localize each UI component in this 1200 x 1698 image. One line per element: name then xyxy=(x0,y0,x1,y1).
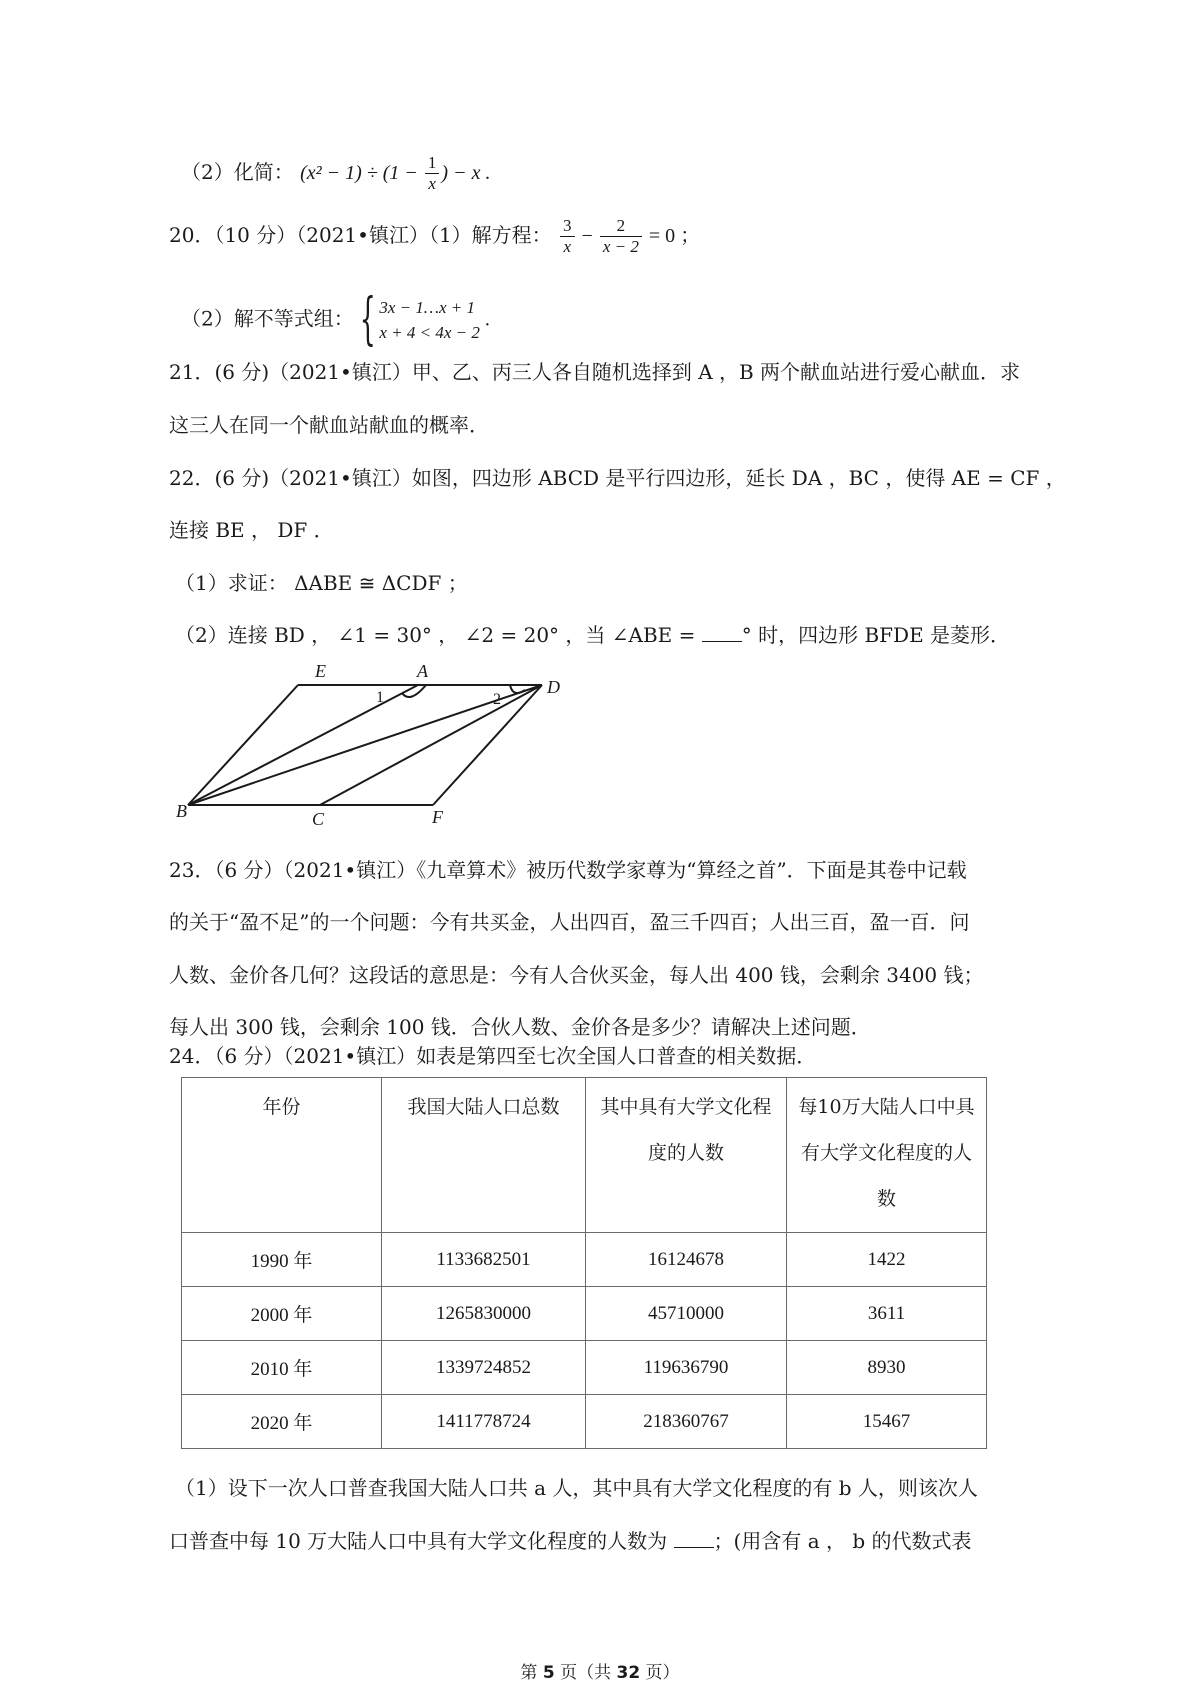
angle-2-arc xyxy=(510,685,525,693)
q19-part2-label: （2）化简： xyxy=(181,160,294,184)
q22-line1: 22．(6 分)（2021•镇江）如图，四边形 ABCD 是平行四边形，延长 DA ，BC ，使得 AE = CF ， xyxy=(169,466,1066,490)
table-cell: 218360767 xyxy=(586,1395,787,1449)
q21-line2: 这三人在同一个献血站献血的概率． xyxy=(169,413,489,437)
table-cell: 1990 年 xyxy=(182,1233,382,1287)
census-table xyxy=(181,1077,987,1449)
label-A: A xyxy=(417,661,428,681)
q20-line1 xyxy=(169,216,700,257)
table-row xyxy=(182,1341,987,1395)
q21-line1: 21．(6 分)（2021•镇江）甲、乙、丙三人各自随机选择到 A ，B 两个献血站进行爱心献血．求 xyxy=(169,360,1021,384)
q20-ineq-tail: . xyxy=(479,308,490,331)
header-line: 每10万大陆人口中具 xyxy=(798,1096,975,1118)
label-B: B xyxy=(176,801,187,821)
header-line: 有大学文化程度的人 xyxy=(800,1142,972,1164)
label-F: F xyxy=(432,807,443,827)
q22-part1: （1）求证： ΔABE ≅ ΔCDF ； xyxy=(175,571,468,595)
q19-frac-num: 1 xyxy=(425,153,440,174)
table-cell: 1411778724 xyxy=(382,1395,586,1449)
q20-f2-num: 2 xyxy=(600,216,642,237)
table-cell: 2010 年 xyxy=(182,1341,382,1395)
inequality-2: x + 4 < 4x − 2 xyxy=(379,323,480,342)
q23-line3: 人数、金价各几何？这段话的意思是：今有人合伙买金，每人出 400 钱，会剩余 3400 钱； xyxy=(169,963,984,987)
q20-part2 xyxy=(181,287,490,352)
table-cell: 3611 xyxy=(787,1287,987,1341)
q24-intro: 24．（6 分）（2021•镇江）如表是第四至七次全国人口普查的相关数据． xyxy=(169,1044,817,1068)
q20-part2-label: （2）解不等式组： xyxy=(181,306,354,331)
q19-expr-pre: (x² − 1) ÷ (1 − xyxy=(300,162,423,184)
header-line: 其中具有大学文化程 xyxy=(600,1096,772,1118)
diagonal-BD xyxy=(188,685,542,805)
table-cell: 45710000 xyxy=(586,1287,787,1341)
label-E: E xyxy=(315,661,326,681)
table-cell: 1339724852 xyxy=(382,1341,586,1395)
table-cell: 119636790 xyxy=(586,1341,787,1395)
footer-pre: 第 xyxy=(520,1663,543,1683)
q20-eq-tail: = 0 ； xyxy=(643,225,701,247)
table-cell: 1133682501 xyxy=(382,1233,586,1287)
q24-part1-line2-post: ；(用含有 a ， b 的代数式表 xyxy=(713,1529,972,1553)
q22-part2-pre: （2）连接 BD ， ∠1 = 30° ， ∠2 = 20° ，当 ∠ABE = xyxy=(175,623,702,647)
header-population xyxy=(382,1078,586,1233)
header-per100k xyxy=(787,1078,987,1233)
q20-f1-num: 3 xyxy=(560,216,575,237)
q19-fraction xyxy=(425,153,440,194)
header-line: 我国大陆人口总数 xyxy=(407,1096,560,1118)
left-brace-icon: { xyxy=(359,287,376,352)
label-C: C xyxy=(312,809,325,829)
q22-part2-post: ° 时，四边形 BFDE 是菱形． xyxy=(741,623,1011,647)
table-cell: 2000 年 xyxy=(182,1287,382,1341)
label-angle-2: 2 xyxy=(493,691,501,708)
footer-mid: 页（共 xyxy=(554,1663,617,1683)
label-D: D xyxy=(547,677,560,697)
inequality-system xyxy=(379,295,480,345)
q24-part1-line2-pre: 口普查中每 10 万大陆人口中具有大学文化程度的人数为 xyxy=(169,1529,674,1553)
q23-line4: 每人出 300 钱，会剩余 100 钱．合伙人数、金价各是多少？请解决上述问题． xyxy=(169,1015,871,1039)
page-footer xyxy=(0,1658,1200,1683)
q23-line1: 23．（6 分）（2021•镇江）《九章算术》被历代数学家尊为“算经之首”．下面是其卷中记载 xyxy=(169,858,967,882)
header-line: 数 xyxy=(876,1188,896,1210)
q20-frac2 xyxy=(600,216,642,257)
header-line: 度的人数 xyxy=(647,1142,724,1164)
total-pages: 32 xyxy=(616,1663,641,1683)
table-cell: 8930 xyxy=(787,1341,987,1395)
page-number: 5 xyxy=(542,1663,555,1683)
q22-part2 xyxy=(175,622,1010,648)
q22-line2: 连接 BE ， DF ． xyxy=(169,518,334,542)
table-header-row xyxy=(182,1078,987,1233)
q20-f2-den: x − 2 xyxy=(602,237,639,256)
label-angle-1: 1 xyxy=(376,689,384,706)
answer-blank xyxy=(702,623,742,642)
header-line: 年份 xyxy=(262,1096,301,1118)
q19-expr-post: ) − x . xyxy=(441,162,491,184)
table-row xyxy=(182,1395,987,1449)
q20-header: 20．（10 分）（2021•镇江）（1）解方程： xyxy=(169,223,552,247)
q24-part1-line2 xyxy=(169,1528,972,1554)
table-cell: 1265830000 xyxy=(382,1287,586,1341)
footer-post: 页） xyxy=(640,1663,680,1683)
edge-CD xyxy=(320,685,542,805)
q19-part2 xyxy=(181,153,490,194)
q20-f1-den: x xyxy=(563,237,572,256)
table-cell: 1422 xyxy=(787,1233,987,1287)
table-row xyxy=(182,1287,987,1341)
q20-minus: − xyxy=(576,225,598,247)
parallelogram-figure xyxy=(176,660,580,829)
q19-frac-den: x xyxy=(428,174,436,193)
header-college xyxy=(586,1078,787,1233)
inequality-1: 3x − 1…x + 1 xyxy=(379,298,476,317)
table-cell: 2020 年 xyxy=(182,1395,382,1449)
q23-line2: 的关于“盈不足”的一个问题：今有共买金，人出四百，盈三千四百；人出三百，盈一百．问 xyxy=(169,910,970,934)
table-cell: 15467 xyxy=(787,1395,987,1449)
table-row xyxy=(182,1233,987,1287)
q24-part1-line1: （1）设下一次人口普查我国大陆人口共 a 人，其中具有大学文化程度的有 b 人，则该次人 xyxy=(175,1476,978,1500)
answer-blank xyxy=(674,1529,714,1548)
table-cell: 16124678 xyxy=(586,1233,787,1287)
header-year xyxy=(182,1078,382,1233)
q20-frac1 xyxy=(560,216,575,257)
